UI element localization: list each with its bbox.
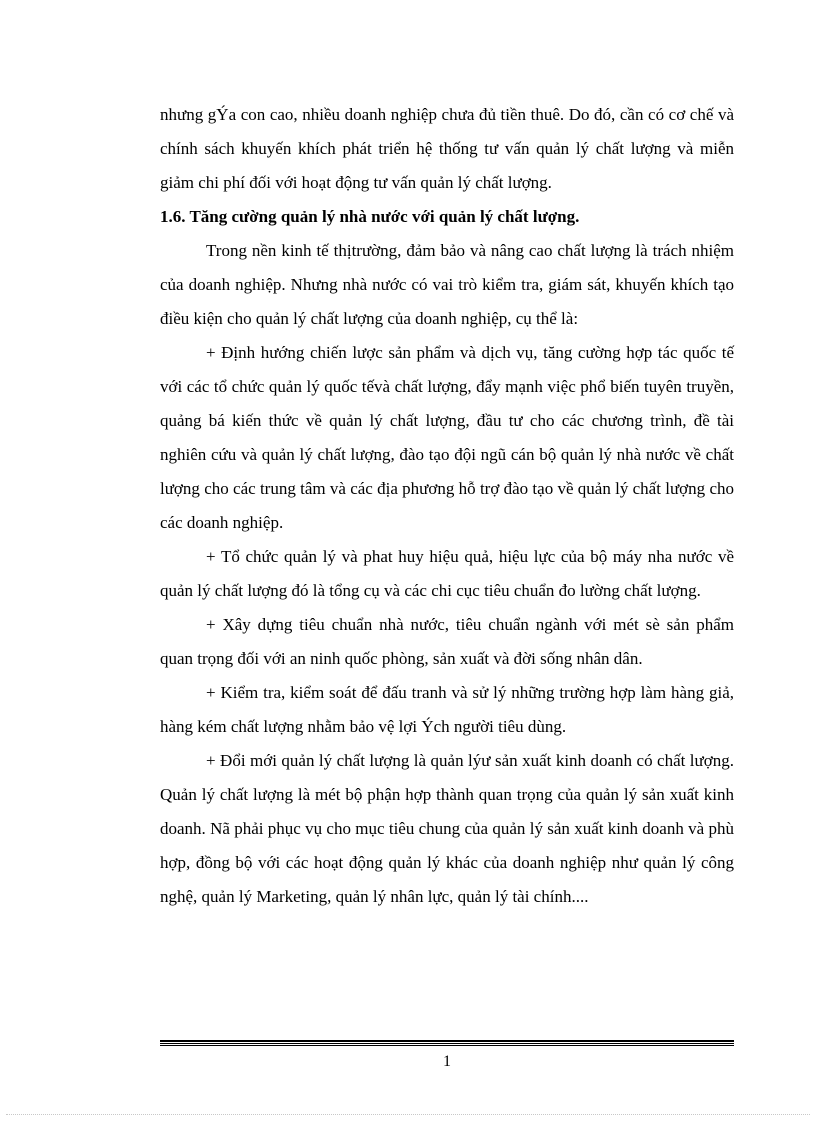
paragraph-item-renewal: + Đổi mới quản lý chất lượng là quản lýư sản xuất kinh doanh có chất lượng. Quản lý chất lượng là mét bộ phận hợp thành quan trọng của quản lý sản xuất kinh doanh. Nã phải phục vụ cho mục tiêu chung của quản lý sản xuất kinh doanh và phù hợp, đồng bộ với các hoạt động quản lý khác của doanh nghiệp như quản lý công nghệ, quản lý Marketing, quản lý nhân lực, quản lý tài chính.... <box>160 751 734 906</box>
footer-rule <box>160 1041 734 1046</box>
section-heading: 1.6. Tăng cường quản lý nhà nước với quản lý chất lượng. <box>160 207 580 226</box>
page-number: 1 <box>443 1053 451 1070</box>
paragraph-intro: Trong nền kinh tế thịtrường, đảm bảo và nâng cao chất lượng là trách nhiệm của doanh nghiệp. Nhưng nhà nước có vai trò kiểm tra, giám sát, khuyến khích tạo điều kiện cho quản lý chất lượng của doanh nghiệp, cụ thể là: <box>160 241 734 328</box>
paragraph-item-inspection: + Kiểm tra, kiểm soát để đấu tranh và sử lý những trường hợp làm hàng giả, hàng kém chất lượng nhằm bảo vệ lợi Ých người tiêu dùng. <box>160 683 734 736</box>
page-edge-divider <box>6 1114 810 1115</box>
paragraph-continuation: nhưng gÝa con cao, nhiều doanh nghiệp chưa đủ tiền thuê. Do đó, cần có cơ chế và chính sách khuyến khích phát triển hệ thống tư vấn quản lý chất lượng và miễn giảm chi phí đối với hoạt động tư vấn quản lý chất lượng. <box>160 105 734 192</box>
paragraph-item-standards: + Xây dựng tiêu chuẩn nhà nước, tiêu chuẩn ngành với mét sè sản phẩm quan trọng đối với an ninh quốc phòng, sản xuất và đời sống nhân dân. <box>160 615 734 668</box>
paragraph-item-strategy: + Định hướng chiến lược sản phẩm và dịch vụ, tăng cường hợp tác quốc tế với các tổ chức quản lý quốc tếvà chất lượng, đẩy mạnh việc phổ biến tuyên truyền, quảng bá kiến thức về quản lý chất lượng, đầu tư cho các chương trình, đề tài nghiên cứu và quản lý chất lượng, đào tạo đội ngũ cán bộ quản lý nhà nước về chất lượng cho các trung tâm và các địa phương hỗ trợ đào tạo về quản lý chất lượng cho các doanh nghiệp. <box>160 343 734 532</box>
document-body <box>160 98 734 914</box>
paragraph-item-organization: + Tổ chức quản lý và phat huy hiệu quả, hiệu lực của bộ máy nha nước về quản lý chất lượng đó là tổng cụ và các chi cục tiêu chuẩn đo lường chất lượng. <box>160 547 734 600</box>
